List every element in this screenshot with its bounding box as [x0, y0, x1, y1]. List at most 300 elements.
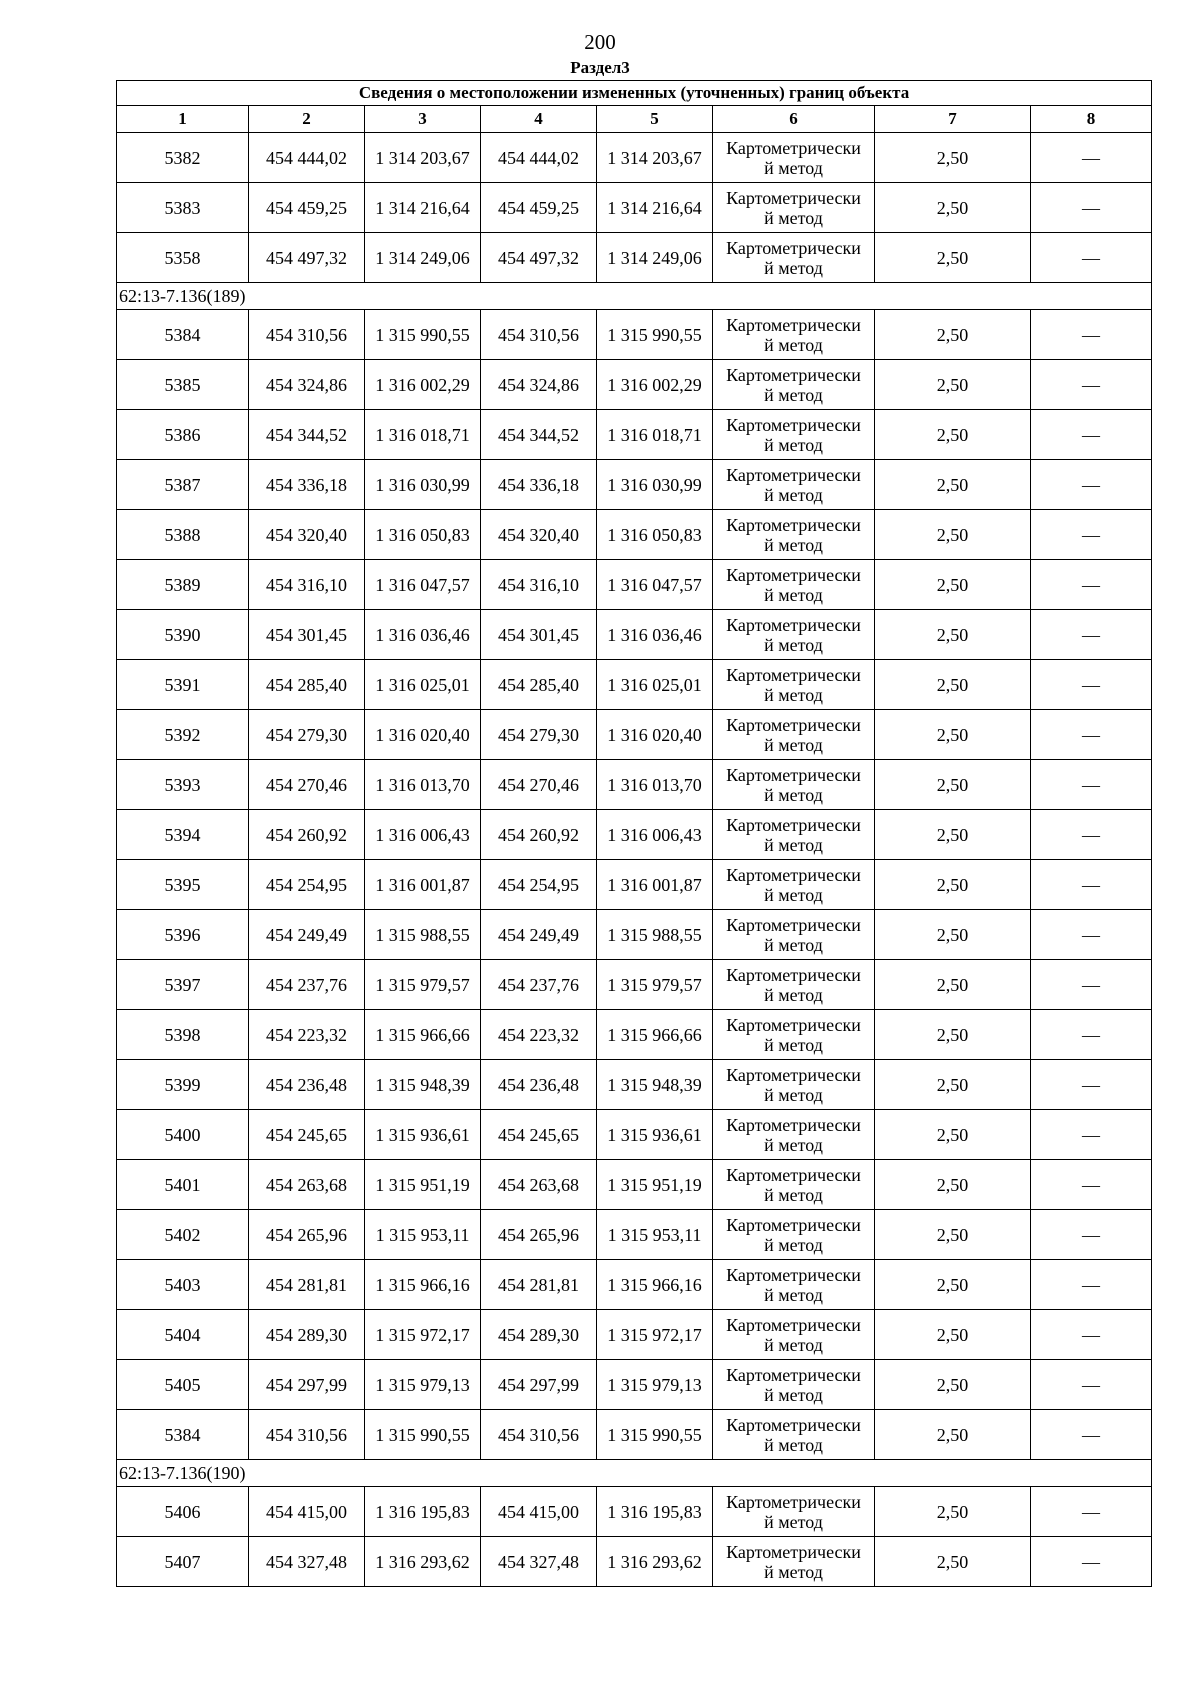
y-coordinate-cell: 1 316 025,01: [597, 660, 713, 710]
point-number-cell: 5396: [117, 910, 249, 960]
y-coordinate-cell: 1 314 249,06: [597, 233, 713, 283]
x-coordinate-cell: 454 279,30: [481, 710, 597, 760]
x-coordinate-cell: 454 249,49: [249, 910, 365, 960]
method-text-line2: й метод: [764, 434, 823, 455]
dash-cell: —: [1031, 1010, 1152, 1060]
table-row: [117, 510, 1152, 560]
method-text-line1: Картометрически: [726, 714, 861, 735]
accuracy-cell: 2,50: [875, 360, 1031, 410]
method-text-line1: Картометрически: [726, 764, 861, 785]
cadastral-group-label: 62:13-7.136(189): [117, 283, 1152, 310]
x-coordinate-cell: 454 336,18: [481, 460, 597, 510]
table-row: [117, 560, 1152, 610]
dash-cell: —: [1031, 910, 1152, 960]
point-number-cell: 5397: [117, 960, 249, 1010]
point-number-cell: 5394: [117, 810, 249, 860]
method-cell: [713, 360, 875, 410]
y-coordinate-cell: 1 315 979,57: [597, 960, 713, 1010]
y-coordinate-cell: 1 314 249,06: [365, 233, 481, 283]
x-coordinate-cell: 454 245,65: [481, 1110, 597, 1160]
accuracy-cell: 2,50: [875, 1310, 1031, 1360]
x-coordinate-cell: 454 444,02: [249, 133, 365, 183]
method-text-line2: й метод: [764, 784, 823, 805]
method-cell: [713, 1010, 875, 1060]
point-number-cell: 5402: [117, 1210, 249, 1260]
point-number-cell: 5390: [117, 610, 249, 660]
method-text-line1: Картометрически: [726, 1364, 861, 1385]
y-coordinate-cell: 1 315 951,19: [597, 1160, 713, 1210]
method-text-line1: Картометрически: [726, 1264, 861, 1285]
x-coordinate-cell: 454 310,56: [249, 1410, 365, 1460]
x-coordinate-cell: 454 285,40: [481, 660, 597, 710]
y-coordinate-cell: 1 315 979,13: [365, 1360, 481, 1410]
x-coordinate-cell: 454 289,30: [481, 1310, 597, 1360]
y-coordinate-cell: 1 316 013,70: [597, 760, 713, 810]
x-coordinate-cell: 454 310,56: [481, 1410, 597, 1460]
dash-cell: —: [1031, 460, 1152, 510]
dash-cell: —: [1031, 1160, 1152, 1210]
method-text-line2: й метод: [764, 984, 823, 1005]
method-text-line2: й метод: [764, 334, 823, 355]
x-coordinate-cell: 454 249,49: [481, 910, 597, 960]
x-coordinate-cell: 454 336,18: [249, 460, 365, 510]
x-coordinate-cell: 454 237,76: [481, 960, 597, 1010]
x-coordinate-cell: 454 223,32: [249, 1010, 365, 1060]
x-coordinate-cell: 454 223,32: [481, 1010, 597, 1060]
method-text-line2: й метод: [764, 1561, 823, 1582]
accuracy-cell: 2,50: [875, 1410, 1031, 1460]
dash-cell: —: [1031, 1487, 1152, 1537]
dash-cell: —: [1031, 860, 1152, 910]
method-text-line1: Картометрически: [726, 1114, 861, 1135]
table-row: [117, 610, 1152, 660]
table-caption: Сведения о местоположении измененных (уточненных) границ объекта: [117, 81, 1152, 106]
y-coordinate-cell: 1 316 293,62: [365, 1537, 481, 1587]
point-number-cell: 5400: [117, 1110, 249, 1160]
y-coordinate-cell: 1 315 990,55: [365, 310, 481, 360]
y-coordinate-cell: 1 316 030,99: [597, 460, 713, 510]
y-coordinate-cell: 1 314 203,67: [597, 133, 713, 183]
point-number-cell: 5386: [117, 410, 249, 460]
y-coordinate-cell: 1 316 002,29: [365, 360, 481, 410]
method-cell: [713, 1410, 875, 1460]
x-coordinate-cell: 454 265,96: [249, 1210, 365, 1260]
y-coordinate-cell: 1 315 990,55: [597, 1410, 713, 1460]
method-text-line2: й метод: [764, 834, 823, 855]
x-coordinate-cell: 454 270,46: [249, 760, 365, 810]
table-row: [117, 960, 1152, 1010]
table-row: [117, 1537, 1152, 1587]
method-cell: [713, 510, 875, 560]
method-text-line1: Картометрически: [726, 864, 861, 885]
y-coordinate-cell: 1 316 047,57: [365, 560, 481, 610]
point-number-cell: 5385: [117, 360, 249, 410]
table-row: [117, 1060, 1152, 1110]
dash-cell: —: [1031, 360, 1152, 410]
method-text-line2: й метод: [764, 257, 823, 278]
y-coordinate-cell: 1 315 966,16: [597, 1260, 713, 1310]
column-header: 1: [117, 106, 249, 133]
method-text-line1: Картометрически: [726, 564, 861, 585]
method-text-line2: й метод: [764, 934, 823, 955]
x-coordinate-cell: 454 497,32: [249, 233, 365, 283]
y-coordinate-cell: 1 315 990,55: [597, 310, 713, 360]
x-coordinate-cell: 454 285,40: [249, 660, 365, 710]
x-coordinate-cell: 454 459,25: [481, 183, 597, 233]
table-row: [117, 1010, 1152, 1060]
method-text-line2: й метод: [764, 534, 823, 555]
method-text-line2: й метод: [764, 384, 823, 405]
dash-cell: —: [1031, 1110, 1152, 1160]
method-cell: [713, 1537, 875, 1587]
column-header: 6: [713, 106, 875, 133]
x-coordinate-cell: 454 254,95: [249, 860, 365, 910]
table-row: [117, 1410, 1152, 1460]
dash-cell: —: [1031, 183, 1152, 233]
x-coordinate-cell: 454 260,92: [481, 810, 597, 860]
method-cell: [713, 960, 875, 1010]
method-text-line1: Картометрически: [726, 1064, 861, 1085]
y-coordinate-cell: 1 316 002,29: [597, 360, 713, 410]
accuracy-cell: 2,50: [875, 310, 1031, 360]
dash-cell: —: [1031, 960, 1152, 1010]
point-number-cell: 5387: [117, 460, 249, 510]
dash-cell: —: [1031, 1537, 1152, 1587]
dash-cell: —: [1031, 1410, 1152, 1460]
table-row: [117, 860, 1152, 910]
accuracy-cell: 2,50: [875, 660, 1031, 710]
x-coordinate-cell: 454 260,92: [249, 810, 365, 860]
table-row: [117, 660, 1152, 710]
y-coordinate-cell: 1 315 988,55: [365, 910, 481, 960]
point-number-cell: 5388: [117, 510, 249, 560]
x-coordinate-cell: 454 324,86: [249, 360, 365, 410]
x-coordinate-cell: 454 270,46: [481, 760, 597, 810]
point-number-cell: 5391: [117, 660, 249, 710]
point-number-cell: 5406: [117, 1487, 249, 1537]
x-coordinate-cell: 454 415,00: [249, 1487, 365, 1537]
accuracy-cell: 2,50: [875, 410, 1031, 460]
dash-cell: —: [1031, 1060, 1152, 1110]
y-coordinate-cell: 1 316 020,40: [365, 710, 481, 760]
accuracy-cell: 2,50: [875, 1210, 1031, 1260]
x-coordinate-cell: 454 236,48: [481, 1060, 597, 1110]
method-text-line2: й метод: [764, 1384, 823, 1405]
accuracy-cell: 2,50: [875, 510, 1031, 560]
x-coordinate-cell: 454 289,30: [249, 1310, 365, 1360]
method-cell: [713, 610, 875, 660]
x-coordinate-cell: 454 265,96: [481, 1210, 597, 1260]
y-coordinate-cell: 1 316 050,83: [365, 510, 481, 560]
accuracy-cell: 2,50: [875, 1060, 1031, 1110]
dash-cell: —: [1031, 560, 1152, 610]
y-coordinate-cell: 1 316 006,43: [597, 810, 713, 860]
point-number-cell: 5383: [117, 183, 249, 233]
point-number-cell: 5389: [117, 560, 249, 610]
x-coordinate-cell: 454 281,81: [249, 1260, 365, 1310]
y-coordinate-cell: 1 315 990,55: [365, 1410, 481, 1460]
accuracy-cell: 2,50: [875, 960, 1031, 1010]
x-coordinate-cell: 454 316,10: [249, 560, 365, 610]
method-cell: [713, 183, 875, 233]
x-coordinate-cell: 454 263,68: [249, 1160, 365, 1210]
point-number-cell: 5384: [117, 1410, 249, 1460]
x-coordinate-cell: 454 310,56: [249, 310, 365, 360]
table-row: [117, 133, 1152, 183]
y-coordinate-cell: 1 315 988,55: [597, 910, 713, 960]
method-cell: [713, 1360, 875, 1410]
point-number-cell: 5395: [117, 860, 249, 910]
x-coordinate-cell: 454 444,02: [481, 133, 597, 183]
y-coordinate-cell: 1 316 018,71: [365, 410, 481, 460]
dash-cell: —: [1031, 133, 1152, 183]
table-row: [117, 810, 1152, 860]
x-coordinate-cell: 454 459,25: [249, 183, 365, 233]
group-row: [117, 1460, 1152, 1487]
y-coordinate-cell: 1 315 972,17: [597, 1310, 713, 1360]
x-coordinate-cell: 454 297,99: [481, 1360, 597, 1410]
x-coordinate-cell: 454 245,65: [249, 1110, 365, 1160]
point-number-cell: 5393: [117, 760, 249, 810]
method-text-line1: Картометрически: [726, 664, 861, 685]
method-text-line2: й метод: [764, 1511, 823, 1532]
method-cell: [713, 560, 875, 610]
section-title: Раздел3: [570, 58, 630, 77]
method-text-line1: Картометрически: [726, 1314, 861, 1335]
x-coordinate-cell: 454 327,48: [481, 1537, 597, 1587]
method-text-line1: Картометрически: [726, 1491, 861, 1512]
method-text-line1: Картометрически: [726, 187, 861, 208]
point-number-cell: 5405: [117, 1360, 249, 1410]
column-header: 5: [597, 106, 713, 133]
accuracy-cell: 2,50: [875, 1110, 1031, 1160]
table-row: [117, 1360, 1152, 1410]
y-coordinate-cell: 1 315 953,11: [365, 1210, 481, 1260]
method-text-line1: Картометрически: [726, 314, 861, 335]
accuracy-cell: 2,50: [875, 710, 1031, 760]
table-caption-row: [117, 81, 1152, 106]
method-text-line2: й метод: [764, 1334, 823, 1355]
table-row: [117, 710, 1152, 760]
point-number-cell: 5382: [117, 133, 249, 183]
point-number-cell: 5399: [117, 1060, 249, 1110]
y-coordinate-cell: 1 315 966,16: [365, 1260, 481, 1310]
accuracy-cell: 2,50: [875, 560, 1031, 610]
table-header-row: [117, 106, 1152, 133]
method-text-line1: Картометрически: [726, 614, 861, 635]
x-coordinate-cell: 454 263,68: [481, 1160, 597, 1210]
method-text-line2: й метод: [764, 584, 823, 605]
method-text-line1: Картометрически: [726, 914, 861, 935]
y-coordinate-cell: 1 316 195,83: [365, 1487, 481, 1537]
table-row: [117, 1210, 1152, 1260]
method-text-line2: й метод: [764, 1034, 823, 1055]
method-cell: [713, 310, 875, 360]
point-number-cell: 5407: [117, 1537, 249, 1587]
y-coordinate-cell: 1 315 936,61: [597, 1110, 713, 1160]
method-text-line2: й метод: [764, 484, 823, 505]
y-coordinate-cell: 1 316 195,83: [597, 1487, 713, 1537]
point-number-cell: 5404: [117, 1310, 249, 1360]
accuracy-cell: 2,50: [875, 610, 1031, 660]
dash-cell: —: [1031, 510, 1152, 560]
dash-cell: —: [1031, 810, 1152, 860]
y-coordinate-cell: 1 316 001,87: [365, 860, 481, 910]
dash-cell: —: [1031, 410, 1152, 460]
column-header: 2: [249, 106, 365, 133]
x-coordinate-cell: 454 301,45: [249, 610, 365, 660]
method-text-line1: Картометрически: [726, 964, 861, 985]
table-row: [117, 1310, 1152, 1360]
method-text-line2: й метод: [764, 884, 823, 905]
x-coordinate-cell: 454 324,86: [481, 360, 597, 410]
cadastral-group-label: 62:13-7.136(190): [117, 1460, 1152, 1487]
point-number-cell: 5384: [117, 310, 249, 360]
column-header: 3: [365, 106, 481, 133]
x-coordinate-cell: 454 344,52: [481, 410, 597, 460]
y-coordinate-cell: 1 315 936,61: [365, 1110, 481, 1160]
accuracy-cell: 2,50: [875, 910, 1031, 960]
method-cell: [713, 1110, 875, 1160]
y-coordinate-cell: 1 316 036,46: [597, 610, 713, 660]
y-coordinate-cell: 1 314 216,64: [365, 183, 481, 233]
method-cell: [713, 660, 875, 710]
point-number-cell: 5398: [117, 1010, 249, 1060]
method-text-line2: й метод: [764, 1134, 823, 1155]
method-cell: [713, 910, 875, 960]
method-text-line1: Картометрически: [726, 514, 861, 535]
dash-cell: —: [1031, 1260, 1152, 1310]
accuracy-cell: 2,50: [875, 183, 1031, 233]
table-row: [117, 1260, 1152, 1310]
y-coordinate-cell: 1 315 966,66: [365, 1010, 481, 1060]
table-row: [117, 460, 1152, 510]
method-text-line2: й метод: [764, 1084, 823, 1105]
method-cell: [713, 133, 875, 183]
table-row: [117, 910, 1152, 960]
y-coordinate-cell: 1 315 979,13: [597, 1360, 713, 1410]
method-text-line2: й метод: [764, 634, 823, 655]
y-coordinate-cell: 1 315 979,57: [365, 960, 481, 1010]
method-text-line2: й метод: [764, 684, 823, 705]
accuracy-cell: 2,50: [875, 233, 1031, 283]
x-coordinate-cell: 454 236,48: [249, 1060, 365, 1110]
table-row: [117, 1160, 1152, 1210]
x-coordinate-cell: 454 497,32: [481, 233, 597, 283]
page-number: 200: [584, 30, 616, 54]
method-text-line1: Картометрически: [726, 1414, 861, 1435]
method-text-line1: Картометрически: [726, 1541, 861, 1562]
y-coordinate-cell: 1 314 216,64: [597, 183, 713, 233]
y-coordinate-cell: 1 316 018,71: [597, 410, 713, 460]
dash-cell: —: [1031, 1310, 1152, 1360]
method-text-line2: й метод: [764, 157, 823, 178]
accuracy-cell: 2,50: [875, 1487, 1031, 1537]
accuracy-cell: 2,50: [875, 133, 1031, 183]
y-coordinate-cell: 1 315 953,11: [597, 1210, 713, 1260]
y-coordinate-cell: 1 315 972,17: [365, 1310, 481, 1360]
x-coordinate-cell: 454 279,30: [249, 710, 365, 760]
x-coordinate-cell: 454 320,40: [249, 510, 365, 560]
column-header: 8: [1031, 106, 1152, 133]
y-coordinate-cell: 1 316 293,62: [597, 1537, 713, 1587]
method-cell: [713, 1260, 875, 1310]
x-coordinate-cell: 454 344,52: [249, 410, 365, 460]
method-text-line2: й метод: [764, 1284, 823, 1305]
point-number-cell: 5403: [117, 1260, 249, 1310]
y-coordinate-cell: 1 316 025,01: [365, 660, 481, 710]
x-coordinate-cell: 454 297,99: [249, 1360, 365, 1410]
y-coordinate-cell: 1 314 203,67: [365, 133, 481, 183]
method-cell: [713, 460, 875, 510]
y-coordinate-cell: 1 316 006,43: [365, 810, 481, 860]
accuracy-cell: 2,50: [875, 810, 1031, 860]
dash-cell: —: [1031, 1360, 1152, 1410]
x-coordinate-cell: 454 415,00: [481, 1487, 597, 1537]
table-row: [117, 310, 1152, 360]
table-row: [117, 360, 1152, 410]
dash-cell: —: [1031, 1210, 1152, 1260]
method-text-line1: Картометрически: [726, 464, 861, 485]
method-cell: [713, 1060, 875, 1110]
accuracy-cell: 2,50: [875, 1160, 1031, 1210]
point-number-cell: 5358: [117, 233, 249, 283]
method-text-line2: й метод: [764, 207, 823, 228]
method-text-line2: й метод: [764, 1434, 823, 1455]
dash-cell: —: [1031, 310, 1152, 360]
y-coordinate-cell: 1 315 951,19: [365, 1160, 481, 1210]
x-coordinate-cell: 454 316,10: [481, 560, 597, 610]
method-text-line1: Картометрически: [726, 137, 861, 158]
table-row: [117, 1487, 1152, 1537]
column-header: 7: [875, 106, 1031, 133]
accuracy-cell: 2,50: [875, 1537, 1031, 1587]
boundary-coordinates-table: [116, 80, 1152, 1587]
x-coordinate-cell: 454 237,76: [249, 960, 365, 1010]
method-cell: [713, 760, 875, 810]
method-cell: [713, 1160, 875, 1210]
method-cell: [713, 1210, 875, 1260]
method-text-line1: Картометрически: [726, 1214, 861, 1235]
method-text-line1: Картометрически: [726, 414, 861, 435]
dash-cell: —: [1031, 610, 1152, 660]
x-coordinate-cell: 454 327,48: [249, 1537, 365, 1587]
table-row: [117, 183, 1152, 233]
method-cell: [713, 233, 875, 283]
dash-cell: —: [1031, 760, 1152, 810]
y-coordinate-cell: 1 316 020,40: [597, 710, 713, 760]
table-row: [117, 760, 1152, 810]
point-number-cell: 5401: [117, 1160, 249, 1210]
accuracy-cell: 2,50: [875, 860, 1031, 910]
accuracy-cell: 2,50: [875, 760, 1031, 810]
x-coordinate-cell: 454 281,81: [481, 1260, 597, 1310]
method-text-line1: Картометрически: [726, 364, 861, 385]
method-text-line2: й метод: [764, 734, 823, 755]
table-row: [117, 410, 1152, 460]
x-coordinate-cell: 454 301,45: [481, 610, 597, 660]
accuracy-cell: 2,50: [875, 460, 1031, 510]
method-text-line2: й метод: [764, 1184, 823, 1205]
point-number-cell: 5392: [117, 710, 249, 760]
dash-cell: —: [1031, 233, 1152, 283]
method-text-line2: й метод: [764, 1234, 823, 1255]
method-text-line1: Картометрически: [726, 1014, 861, 1035]
table-row: [117, 1110, 1152, 1160]
accuracy-cell: 2,50: [875, 1010, 1031, 1060]
table-row: [117, 233, 1152, 283]
method-cell: [713, 1487, 875, 1537]
